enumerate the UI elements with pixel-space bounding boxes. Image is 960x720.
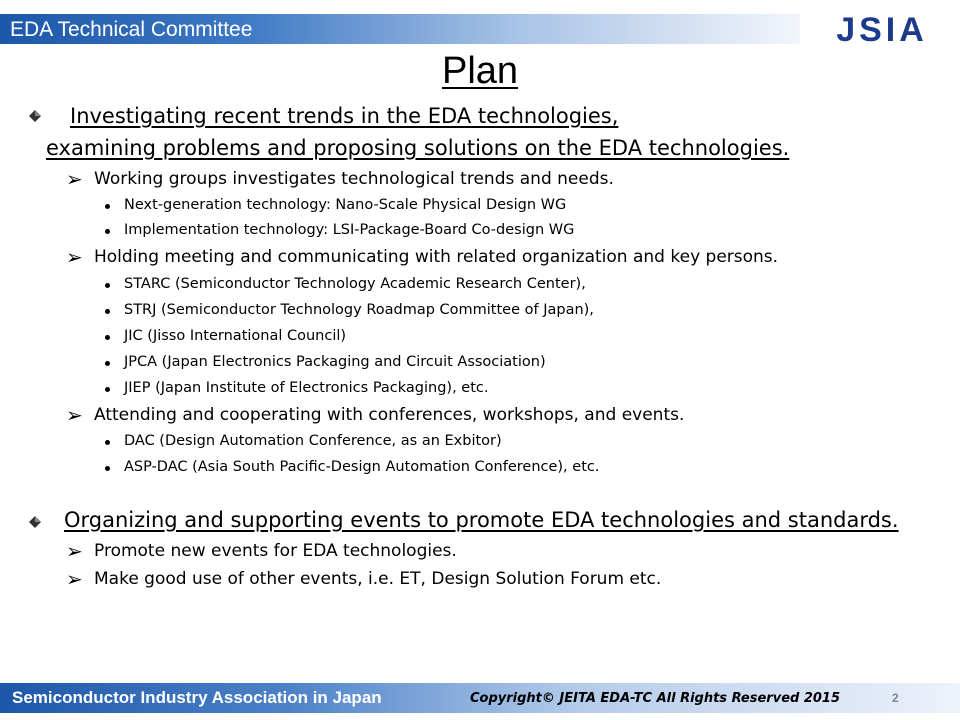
slide-title-text: Plan bbox=[441, 50, 519, 92]
diamond-bullet-icon bbox=[28, 109, 42, 123]
header-title: EDA Technical Committee bbox=[10, 18, 253, 41]
arrow-bullet-icon: ➢ bbox=[66, 167, 83, 191]
section1-subitem-2-5: JIEP (Japan Institute of Electronics Packaging), etc. bbox=[124, 380, 489, 396]
bullet-dot-icon bbox=[105, 283, 110, 288]
arrow-bullet-icon: ➢ bbox=[66, 539, 83, 563]
section1-item-1: Working groups investigates technological trends and needs. bbox=[94, 169, 614, 189]
section1-subitem-3-1: DAC (Design Automation Conference, as an Exbitor) bbox=[124, 433, 502, 449]
bullet-dot-icon bbox=[105, 335, 110, 340]
bullet-dot-icon bbox=[105, 229, 110, 234]
footer-org: Semiconductor Industry Association in Japan bbox=[12, 688, 382, 707]
arrow-bullet-icon: ➢ bbox=[66, 403, 83, 427]
section2-item-1: Promote new events for EDA technologies. bbox=[94, 541, 457, 561]
section1-item-2: Holding meeting and communicating with related organization and key persons. bbox=[94, 247, 779, 267]
section1-item-3: Attending and cooperating with conferences, workshops, and events. bbox=[94, 405, 685, 425]
section1-heading-line1: Investigating recent trends in the EDA technologies, bbox=[70, 104, 619, 128]
page-number: 2 bbox=[892, 691, 899, 705]
section2-item-2: Make good use of other events, i.e. ET, Design Solution Forum etc. bbox=[94, 569, 662, 589]
bullet-dot-icon bbox=[105, 466, 110, 471]
bullet-dot-icon bbox=[105, 309, 110, 314]
arrow-bullet-icon: ➢ bbox=[66, 245, 83, 269]
bullet-dot-icon bbox=[105, 387, 110, 392]
footer-copyright: Copyright© JEITA EDA-TC All Rights Reserved 2015 bbox=[470, 691, 841, 706]
section1-subitem-1-2: Implementation technology: LSI-Package-Board Co-design WG bbox=[124, 222, 575, 238]
section1-subitem-3-2: ASP-DAC (Asia South Pacific-Design Automation Conference), etc. bbox=[124, 459, 600, 475]
section1-subitem-2-4: JPCA (Japan Electronics Packaging and Circuit Association) bbox=[124, 354, 546, 370]
section1-heading-line2: examining problems and proposing solutions on the EDA technologies. bbox=[46, 136, 790, 160]
section1-subitem-2-1: STARC (Semiconductor Technology Academic Research Center), bbox=[124, 276, 586, 292]
bullet-dot-icon bbox=[105, 361, 110, 366]
logo-text: JSIA bbox=[836, 12, 928, 46]
bullet-dot-icon bbox=[105, 440, 110, 445]
section1-subitem-1-1: Next-generation technology: Nano-Scale Physical Design WG bbox=[124, 197, 567, 213]
section1-subitem-2-2: STRJ (Semiconductor Technology Roadmap Committee of Japan), bbox=[124, 302, 594, 318]
section1-subitem-2-3: JIC (Jisso International Council) bbox=[124, 328, 347, 344]
section2-heading: Organizing and supporting events to promote EDA technologies and standards. bbox=[64, 508, 899, 532]
diamond-bullet-icon bbox=[28, 515, 42, 529]
bullet-dot-icon bbox=[105, 204, 110, 209]
arrow-bullet-icon: ➢ bbox=[66, 567, 83, 591]
